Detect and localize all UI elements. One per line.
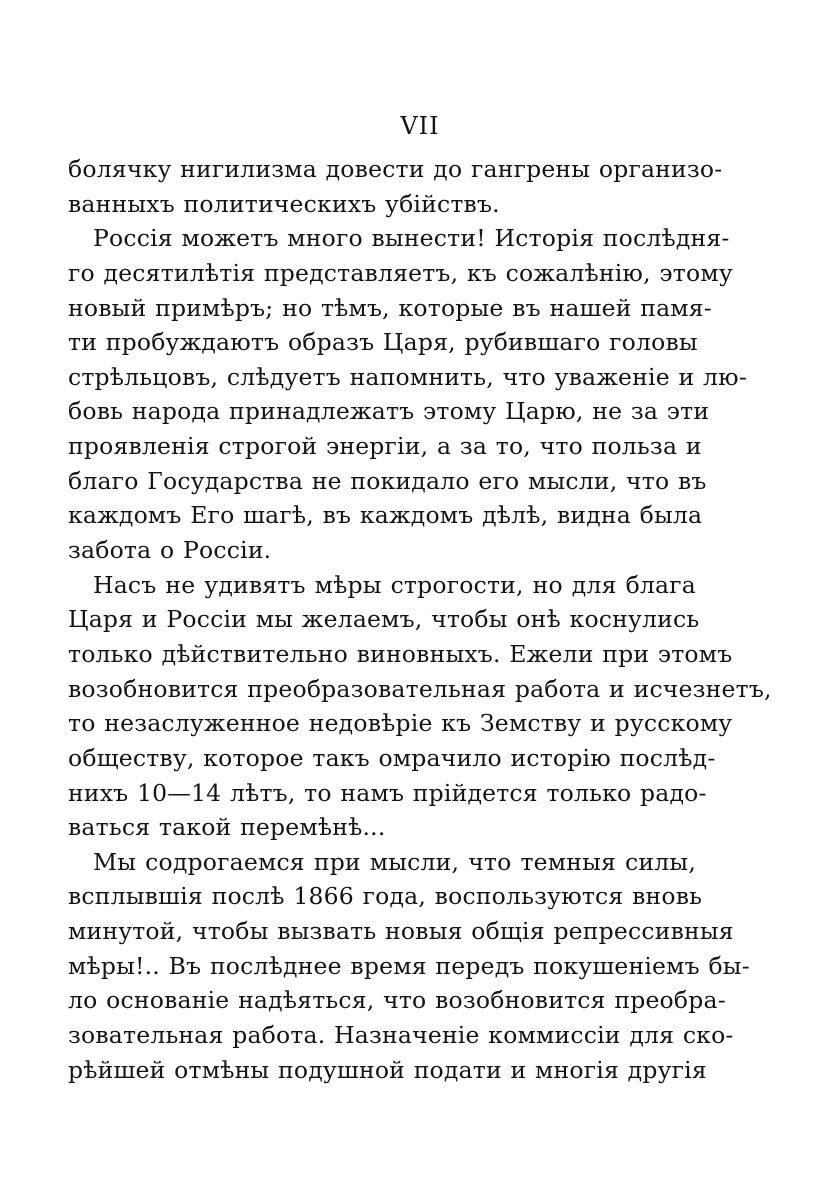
body-text [68,152,772,1087]
text-line: стрѣльцовъ, слѣдуетъ напомнить, что уваженіе и лю- [68,362,747,391]
text-line: Мы содрогаемся при мысли, что темныя силы, [93,847,696,876]
text-line: минутой, чтобы вызвать новыя общія репрессивныя [68,917,734,946]
text-line: только дѣйствительно виновныхъ. Ежели при этомъ [68,639,733,668]
text-line: Россія можетъ много вынести! Исторія послѣдня- [93,224,730,253]
text-line: благо Государства не покидало его мысли, что въ [68,466,707,495]
text-line: забота о Россіи. [68,536,272,565]
page-number: VII [400,112,440,140]
text-line: нихъ 10—14 лѣтъ, то намъ прійдется только радо- [68,778,707,807]
text-line: новый примѣръ; но тѣмъ, которые въ нашей памя- [68,293,712,322]
text-line: ло основаніе надѣяться, что возобновится преобра- [68,986,726,1015]
text-line: то незаслуженное недовѣріе къ Земству и русскому [68,709,733,738]
text-line: рѣйшей отмѣны подушной подати и многія другія [68,1055,707,1084]
text-line: болячку нигилизма довести до гангрены организо- [68,155,723,183]
text-line: бовь народа принадлежатъ этому Царю, не за эти [68,397,710,426]
text-line: Царя и Россіи мы желаемъ, чтобы онѣ коснулись [68,605,700,634]
text-line: возобновится преобразовательная работа и исчезнетъ, [68,674,772,703]
text-line: всплывшія послѣ 1866 года, воспользуются вновь [68,882,703,911]
text-line: каждомъ Его шагѣ, въ каждомъ дѣлѣ, видна была [68,501,703,530]
text-line: зовательная работа. Назначеніе коммиссіи для ско- [68,1021,734,1050]
text-line: Насъ не удивятъ мѣры строгости, но для блага [93,570,696,599]
text-line: обществу, которое такъ омрачило исторію послѣд- [68,743,716,772]
text-line: мѣры!.. Въ послѣднее время передъ покушеніемъ бы- [68,951,750,980]
text-line: го десятилѣтія представляетъ, къ сожалѣнію, этому [68,258,733,287]
text-line: ваться такой перемѣнѣ... [68,813,386,842]
text-line: ти пробуждаютъ образъ Царя, рубившаго головы [68,328,698,357]
text-line: проявленія строгой энергіи, а за то, что польза и [68,432,702,461]
text-line: ванныхъ политическихъ убійствъ. [68,189,500,218]
